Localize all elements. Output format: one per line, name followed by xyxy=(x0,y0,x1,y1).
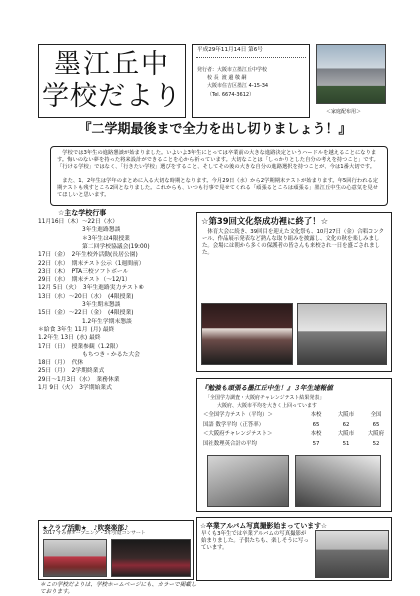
event-text: 1.2年生学期末懇談 xyxy=(82,318,132,325)
results-section xyxy=(196,378,392,512)
results-classroom-photo-2 xyxy=(295,455,381,507)
footer-note-visible: ＊この学校だよりは、学校ホームページにも、カラーで掲載しております。 xyxy=(40,582,197,595)
event-row xyxy=(38,309,134,317)
results-subtitle: 「全国学力調査・大阪府チャレンジテスト結果発表」 xyxy=(205,395,325,401)
results-cell: 52 xyxy=(372,440,380,447)
results-table xyxy=(203,411,387,451)
event-text: 3年生期末懇談 xyxy=(82,302,121,308)
event-row xyxy=(38,384,112,392)
festival-exhibition-photo xyxy=(297,303,387,365)
event-row xyxy=(38,301,120,309)
event-date: ＊給食 3年生 11月 xyxy=(38,326,88,333)
principal-name: 渡 邊 敬 嗣 xyxy=(221,75,247,81)
intro-paragraph-1: 学校では3年生の進路懇談が始まりました。いよいよ3年生にとっては卒業前の大きな進路決定というハードルを越えることになります。悔いのない夢を持った将来設計ができることを心から祈っています。大切なことは「しっかりとした自分の考えを持つこと」です。「行ける学校」ではなく、「行きたい学校」選びをすること、そしてその後の大きな自分の進路選択を持つことが、今は1番大切です。 xyxy=(57,150,379,170)
event-text: 代休 xyxy=(71,360,84,367)
address: 大阪市住吉区墨江 4-15-34 xyxy=(207,83,269,89)
event-row xyxy=(38,268,128,276)
festival-body: 体育大会に続き、39回目を迎えた文化祭も、10月27日（金）合唱コンクール、作品展示発表など熟んな取り組みを披露し、文化の秋を楽しみました。会場には朝から多くの保護者の皆さんも来校され一日を盛ごされました。 xyxy=(202,229,384,256)
event-row xyxy=(38,351,140,359)
album-heading: ☆卒業アルバム写真撮影始まっています☆ xyxy=(200,522,327,530)
club-heading: ★クラブ活動★ ♪吹奏楽部♪ xyxy=(42,524,129,532)
event-date: 17日（日） xyxy=(38,343,69,350)
results-row-label: 国社数理英合計の平均 xyxy=(203,440,257,447)
results-cell: 57 xyxy=(312,440,320,447)
event-row xyxy=(38,293,134,301)
festival-section xyxy=(196,212,392,372)
results-heading: 『勉強も頑張る墨江丘中生！』３年生速報値 xyxy=(201,384,333,392)
event-text: (月) 最終 xyxy=(90,326,115,333)
event-text: 授業参観（1.2限） xyxy=(71,343,122,350)
club-concert-photo xyxy=(111,539,191,577)
event-text: 3年生進路実力テスト⑥ xyxy=(82,285,144,292)
event-text: 業務休業 xyxy=(96,376,120,383)
event-text: 3年生進路懇談 xyxy=(82,227,121,234)
results-cell: 本校 xyxy=(310,412,322,418)
event-row xyxy=(38,359,83,367)
event-date: 11月16日（木）〜22日（水） xyxy=(38,219,119,225)
principal-label: 校 長 xyxy=(207,75,219,81)
event-row xyxy=(38,367,104,375)
festival-heading: ☆第39回文化祭成功裡に終了！☆ xyxy=(201,216,329,226)
masthead-title-line1: 墨江丘中 xyxy=(54,49,170,80)
event-text: 期末テスト公示（1週間前） xyxy=(71,260,145,267)
event-date: 1月 9日（火） xyxy=(38,385,77,391)
masthead-title-box xyxy=(38,44,186,118)
event-text: もちつき・かるた大会 xyxy=(82,351,140,358)
event-date: 22日（水） xyxy=(38,260,69,267)
results-cell: 65 xyxy=(312,421,320,428)
event-row xyxy=(38,260,145,268)
distribution-note: ＜家庭配布用＞ xyxy=(326,109,362,115)
school-building-photo xyxy=(316,44,386,104)
event-text: (4限授業) xyxy=(107,310,134,317)
festival-chorus-photo xyxy=(201,303,293,365)
event-row xyxy=(38,318,132,326)
event-text: 2学期終業式 xyxy=(71,368,105,375)
principal-row xyxy=(207,75,247,81)
results-cell: 本校 xyxy=(310,431,322,437)
results-cell: 大阪府 xyxy=(367,431,385,437)
event-date: 15日（金）〜22日（金） xyxy=(38,310,105,317)
results-row-label: ＜大阪府チャレンジテスト＞ xyxy=(203,431,273,437)
results-cell: 62 xyxy=(342,421,350,428)
event-date: 29日（水） xyxy=(38,277,69,284)
results-cell: 大阪市 xyxy=(337,412,355,418)
event-date: 12月 5日（火） xyxy=(38,285,80,292)
club-section xyxy=(38,520,194,580)
album-body: 早くも3年生では卒業アルバムの写真撮影が始まりました。子供たちも、楽しそうに写っています。 xyxy=(201,531,309,551)
event-row xyxy=(38,218,121,226)
intro-box xyxy=(50,146,388,206)
event-row xyxy=(38,276,131,284)
issuer-row xyxy=(197,67,267,73)
event-date: 25日（月） xyxy=(38,368,69,375)
results-cell: 51 xyxy=(342,440,350,447)
event-row xyxy=(38,251,138,259)
events-list xyxy=(38,218,198,518)
info-divider xyxy=(196,57,306,58)
event-text: ＊3年生は4限授業 xyxy=(82,235,130,242)
event-text: 3学期始業式 xyxy=(79,385,112,391)
event-date: 29日〜1月3日（水） xyxy=(38,376,94,383)
results-classroom-photo-1 xyxy=(207,455,289,507)
event-row xyxy=(38,334,101,342)
event-text: PTA三校ソフトボール xyxy=(71,268,129,275)
event-text: 第二回学校協議会(19:00) xyxy=(82,243,150,250)
event-row xyxy=(38,226,120,234)
results-row-label: ＜全国学力テスト（平均）＞ xyxy=(203,412,273,418)
event-row xyxy=(38,235,130,243)
event-text: (4限授業) xyxy=(107,293,134,300)
results-cell: 大阪市 xyxy=(337,431,355,437)
event-row xyxy=(38,376,120,384)
results-row-label: 国語 数学平均（正答率） xyxy=(203,421,265,428)
event-date: 17日（金） xyxy=(38,252,69,259)
event-date: 18日（月） xyxy=(38,360,69,367)
events-heading: ☆主な学校行事 xyxy=(58,209,107,217)
issuer-name: 大阪市立墨江丘中学校 xyxy=(217,67,268,73)
event-row xyxy=(38,343,121,351)
club-caption: 2017 すみ博オープニング・3年引退コンサート xyxy=(43,531,146,536)
issuer-label: 発行者： xyxy=(197,67,218,73)
event-text: 2年生校外活動(長居公園) xyxy=(71,252,138,259)
main-headline: 『二学期最後まで全力を出し切りましょう！』 xyxy=(78,122,352,137)
masthead-title-line2: 学校だより xyxy=(42,81,182,112)
results-cell: 全国 xyxy=(370,412,382,418)
event-text: (水) 最終 xyxy=(76,335,101,342)
event-date: 1.2年生 13日 xyxy=(38,335,74,342)
results-cell: 65 xyxy=(372,421,380,428)
event-date: 13日（水）〜20日（水） xyxy=(38,293,105,300)
masthead-info-box xyxy=(192,44,310,118)
event-date: 23日（木） xyxy=(38,268,69,275)
event-text: 期末テスト（〜12/1） xyxy=(71,277,131,284)
album-photo xyxy=(315,530,389,578)
event-row xyxy=(38,243,150,251)
club-parade-photo xyxy=(43,539,107,577)
event-row xyxy=(38,326,114,334)
issue-date: 平成29年11月14日 第6号 xyxy=(197,47,263,53)
event-row xyxy=(38,284,144,292)
telephone: （Tel. 6674-3612） xyxy=(207,92,255,98)
intro-paragraph-2: また、1、2年生は学年のまとめに入る大切な時期となります。今月29日（水）から2学期期末テストが始まります。年5回行われる定期テストも残すところ2回となりました。これからも、いつも行事で見せてくれる「頑張るところは頑張る」墨江丘中生の心意気を見せてほしいと思います。 xyxy=(57,178,379,198)
results-subtitle-2: 大阪府、大阪市平均を大きく上回っています xyxy=(217,403,318,409)
album-section xyxy=(196,517,392,581)
